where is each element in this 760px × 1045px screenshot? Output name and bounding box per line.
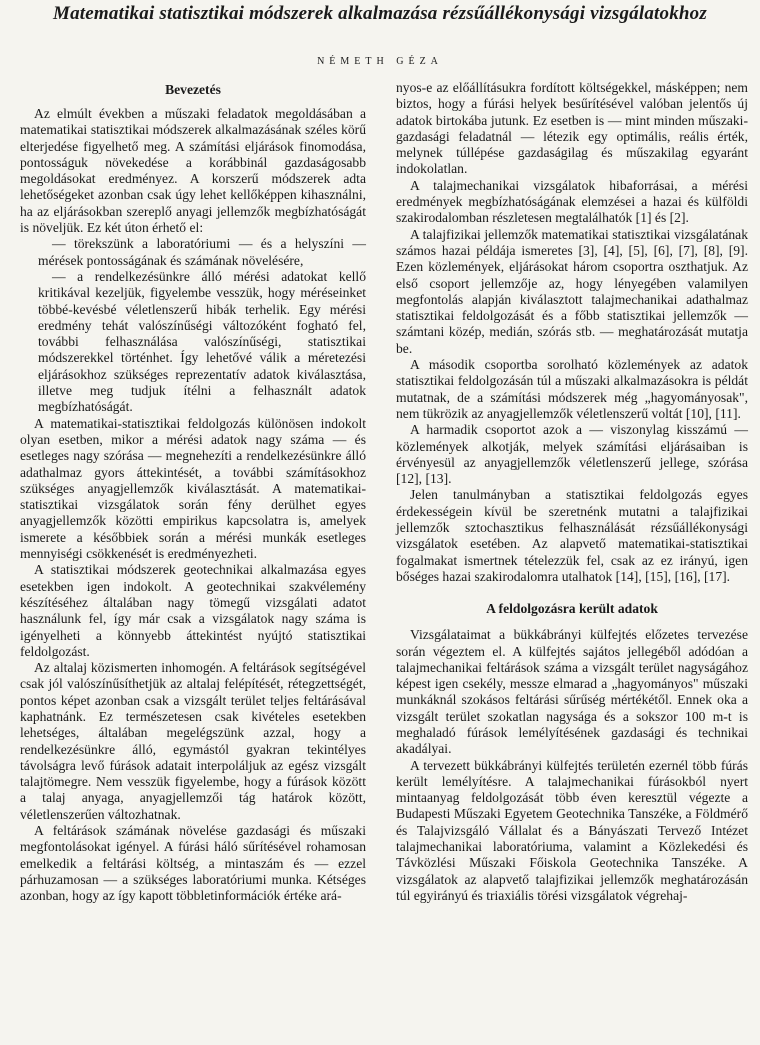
paragraph: Az altalaj közismerten inhomogén. A feltárások segítségével csak jól valószínűsíthetjük az altalaj felépítését, rétegzettségét, pontos képet azonban csak a vizsgált terület teljes feltárásával kaphatnánk. Ez természetesen csak kivételes esetekben lehetséges, általában megelégszünk azzal, hogy a rendelkezésünkre álló, egymástól gyakran tekintélyes távolságra levő fúrások adatait interpoláljuk az egész vizsgált talajtömegre. Nem vesszük figyelembe, hogy a fúrások között a talaj anyaga, anyagjellemzői tág határok között, véletlenszerűen változhatnak.: [20, 660, 366, 822]
left-column: [20, 80, 366, 905]
paragraph: A statisztikai módszerek geotechnikai alkalmazása egyes esetekben igen indokolt. A geotechnikai szakvélemény készítéséhez általában nagy tömegű vizsgálati adatot használunk fel, így már csak a vizsgálatok nagy száma is igényelheti a könnyebb áttekintést nyújtó statisztikai feldolgozást.: [20, 562, 366, 659]
section-heading-data: A feldolgozásra került adatok: [486, 601, 658, 617]
bullet-item: — a rendelkezésünkre álló mérési adatokat kellő kritikával kezeljük, figyelembe vesszük, hogy méréseinket többé-kevésbé véletlenszerű hibák terhelik. Egy mérési eredmény tehát valószínűségi változóként fogható fel, további felhasználása valószínűségi, statisztikai módszerekkel történhet. Így lehetővé válik a méretezési eljárásokhoz szükséges reprezentatív adatok kiválasztása, illetve meg tudjuk ítélni a felhasznált adatok megbízhatóságát.: [38, 268, 366, 415]
section-heading-introduction: Bevezetés: [165, 82, 221, 97]
paragraph: A harmadik csoportot azok a — viszonylag kisszámú — közlemények alkotják, melyek számítási eljárásaiban is érvényesül az anyagjellemzők véletlenszerű jellege, szórása [12], [13].: [396, 422, 748, 487]
paragraph: A matematikai-statisztikai feldolgozás különösen indokolt olyan esetben, mikor a mérési adatok nagy száma — és esetleges nagy szórása — megnehezíti a rendelkezésünkre álló adathalmaz gyors áttekintését, a további számításokhoz szükséges anyagjellemzők kiválasztását. A matematikai-statisztikai vizsgálatok során fény derülhet egyes anyagjellemzők közötti empirikus kapcsolatra is, amelyek ismerete a későbbiek során a mérési munkák esetleges mennyiségi csökkenését is eredményezheti.: [20, 415, 366, 562]
paragraph: A feltárások számának növelése gazdasági és műszaki megfontolásokat igényel. A fúrási háló sűrítésével rohamosan emelkedik a feltárási költség, a mintaszám és — ezzel párhuzamosan — a szükséges laboratóriumi munka. Kétséges azonban, hogy az így kapott többletinformációk értéke ará-: [20, 823, 366, 904]
author-name: NÉMETH GÉZA: [317, 56, 443, 67]
paragraph: Vizsgálataimat a bükkábrányi külfejtés előzetes tervezése során végeztem el. A külfejtés sajátos jellegéből adódóan a talajmechanikai feltárások száma a vizsgált terület nagyságához képest igen csekély, messze elmarad a „hagyományos" műszaki munkáknál szokásos feltárási sűrűség mértékétől. Ennek oka a vizsgált terület szokatlan nagysága és a sokszor 100 m-t is meghaladó fúrások lemélyítésének gazdasági és technikai akadályai.: [396, 627, 748, 757]
bullet-item: — törekszünk a laboratóriumi — és a helyszíni — mérések pontosságának és számának növelésére,: [38, 236, 366, 268]
right-column: [396, 80, 748, 904]
paragraph: Az elmúlt években a műszaki feladatok megoldásában a matematikai statisztikai módszerek alkalmazásának széles körű elterjedése figyelhető meg. A számítási eljárások finomodása, pontosságuk növekedése a korábbinál gazdaságosabb megoldásokat eredményez. A korszerű módszerek adta lehetőségeket azonban csak úgy lehet kellőképpen kihasználni, ha az eljárásokban szereplő anyagi jellemzők megbízhatóságát is növeljük. Ez két úton érhető el:: [20, 106, 366, 236]
article-title: Matematikai statisztikai módszerek alkalmazása rézsűállékonysági vizsgálatokhoz: [53, 3, 707, 24]
paragraph: A második csoportba sorolható közlemények az adatok statisztikai feldolgozásán túl a műszaki alkalmazásokra is példát mutatnak, de a számítási módszerek még „hagyományosak", nem tükrözik az anyagjellemzők véletlenszerű voltát [10], [11].: [396, 357, 748, 421]
paragraph: A talajfizikai jellemzők matematikai statisztikai vizsgálatának számos hazai példája ismeretes [3], [4], [5], [6], [7], [8], [9]. Ezen közlemények, eljárásokat három csoportra oszthatjuk. Az első csoport jellemzője az, hogy lényegében valamilyen megfontolás alapján kiválasztott talajmechanikai adathalmaz statisztikai feldolgozását és a főbb statisztikai jellemzők — számtani közép, medián, szórás stb. — meghatározását mutatja be.: [396, 226, 748, 356]
paragraph: A tervezett bükkábrányi külfejtés területén ezernél több fúrás került lemélyítésre. A talajmechanikai fúrásokból nyert mintaanyag feldolgozását több éven keresztül végezte a Budapesti Műszaki Egyetem Geotechnika Tanszéke, a Földmérő és Talajvizsgáló Vállalat és a Bányászati Tervező Intézet talajmechanikai laboratóriuma, valamint a Közlekedési és Távközlési Műszaki Főiskola Geotechnika Tanszéke. A vizsgálatok az alapvető talajfizikai jellemzők meghatározásán túl egyirányú és triaxiális törési vizsgálatok végrehaj-: [396, 757, 748, 903]
paragraph: Jelen tanulmányban a statisztikai feldolgozás egyes érdekességein kívül be szeretnénk mutatni a talajfizikai jellemzők sztochasztikus felhasználását rézsűállékonysági vizsgálatok esetében. Az alapvető matematikai-statisztikai fogalmakat ismertnek tételezzük fel, csak az ez irányú, igen bőséges hazai szakirodalomra utalhatok [14], [15], [16], [17].: [396, 487, 748, 584]
paragraph: nyos-e az előállításukra fordított költségekkel, másképpen; nem biztos, hogy a fúrási helyek besűrítésével valóban jelentős új adatok birtokába jutunk. Ez esetben is — mint minden műszaki-gazdasági feladatnál — létezik egy optimális, reális érték, melynek túllépése gazdaságilag és műszakilag egyaránt indokolatlan.: [396, 80, 748, 177]
paragraph: A talajmechanikai vizsgálatok hibaforrásai, a mérési eredmények megbízhatóságának elemzései a hazai és külföldi szakirodalomban részletesen megtalálhatók [1] és [2].: [396, 177, 748, 226]
